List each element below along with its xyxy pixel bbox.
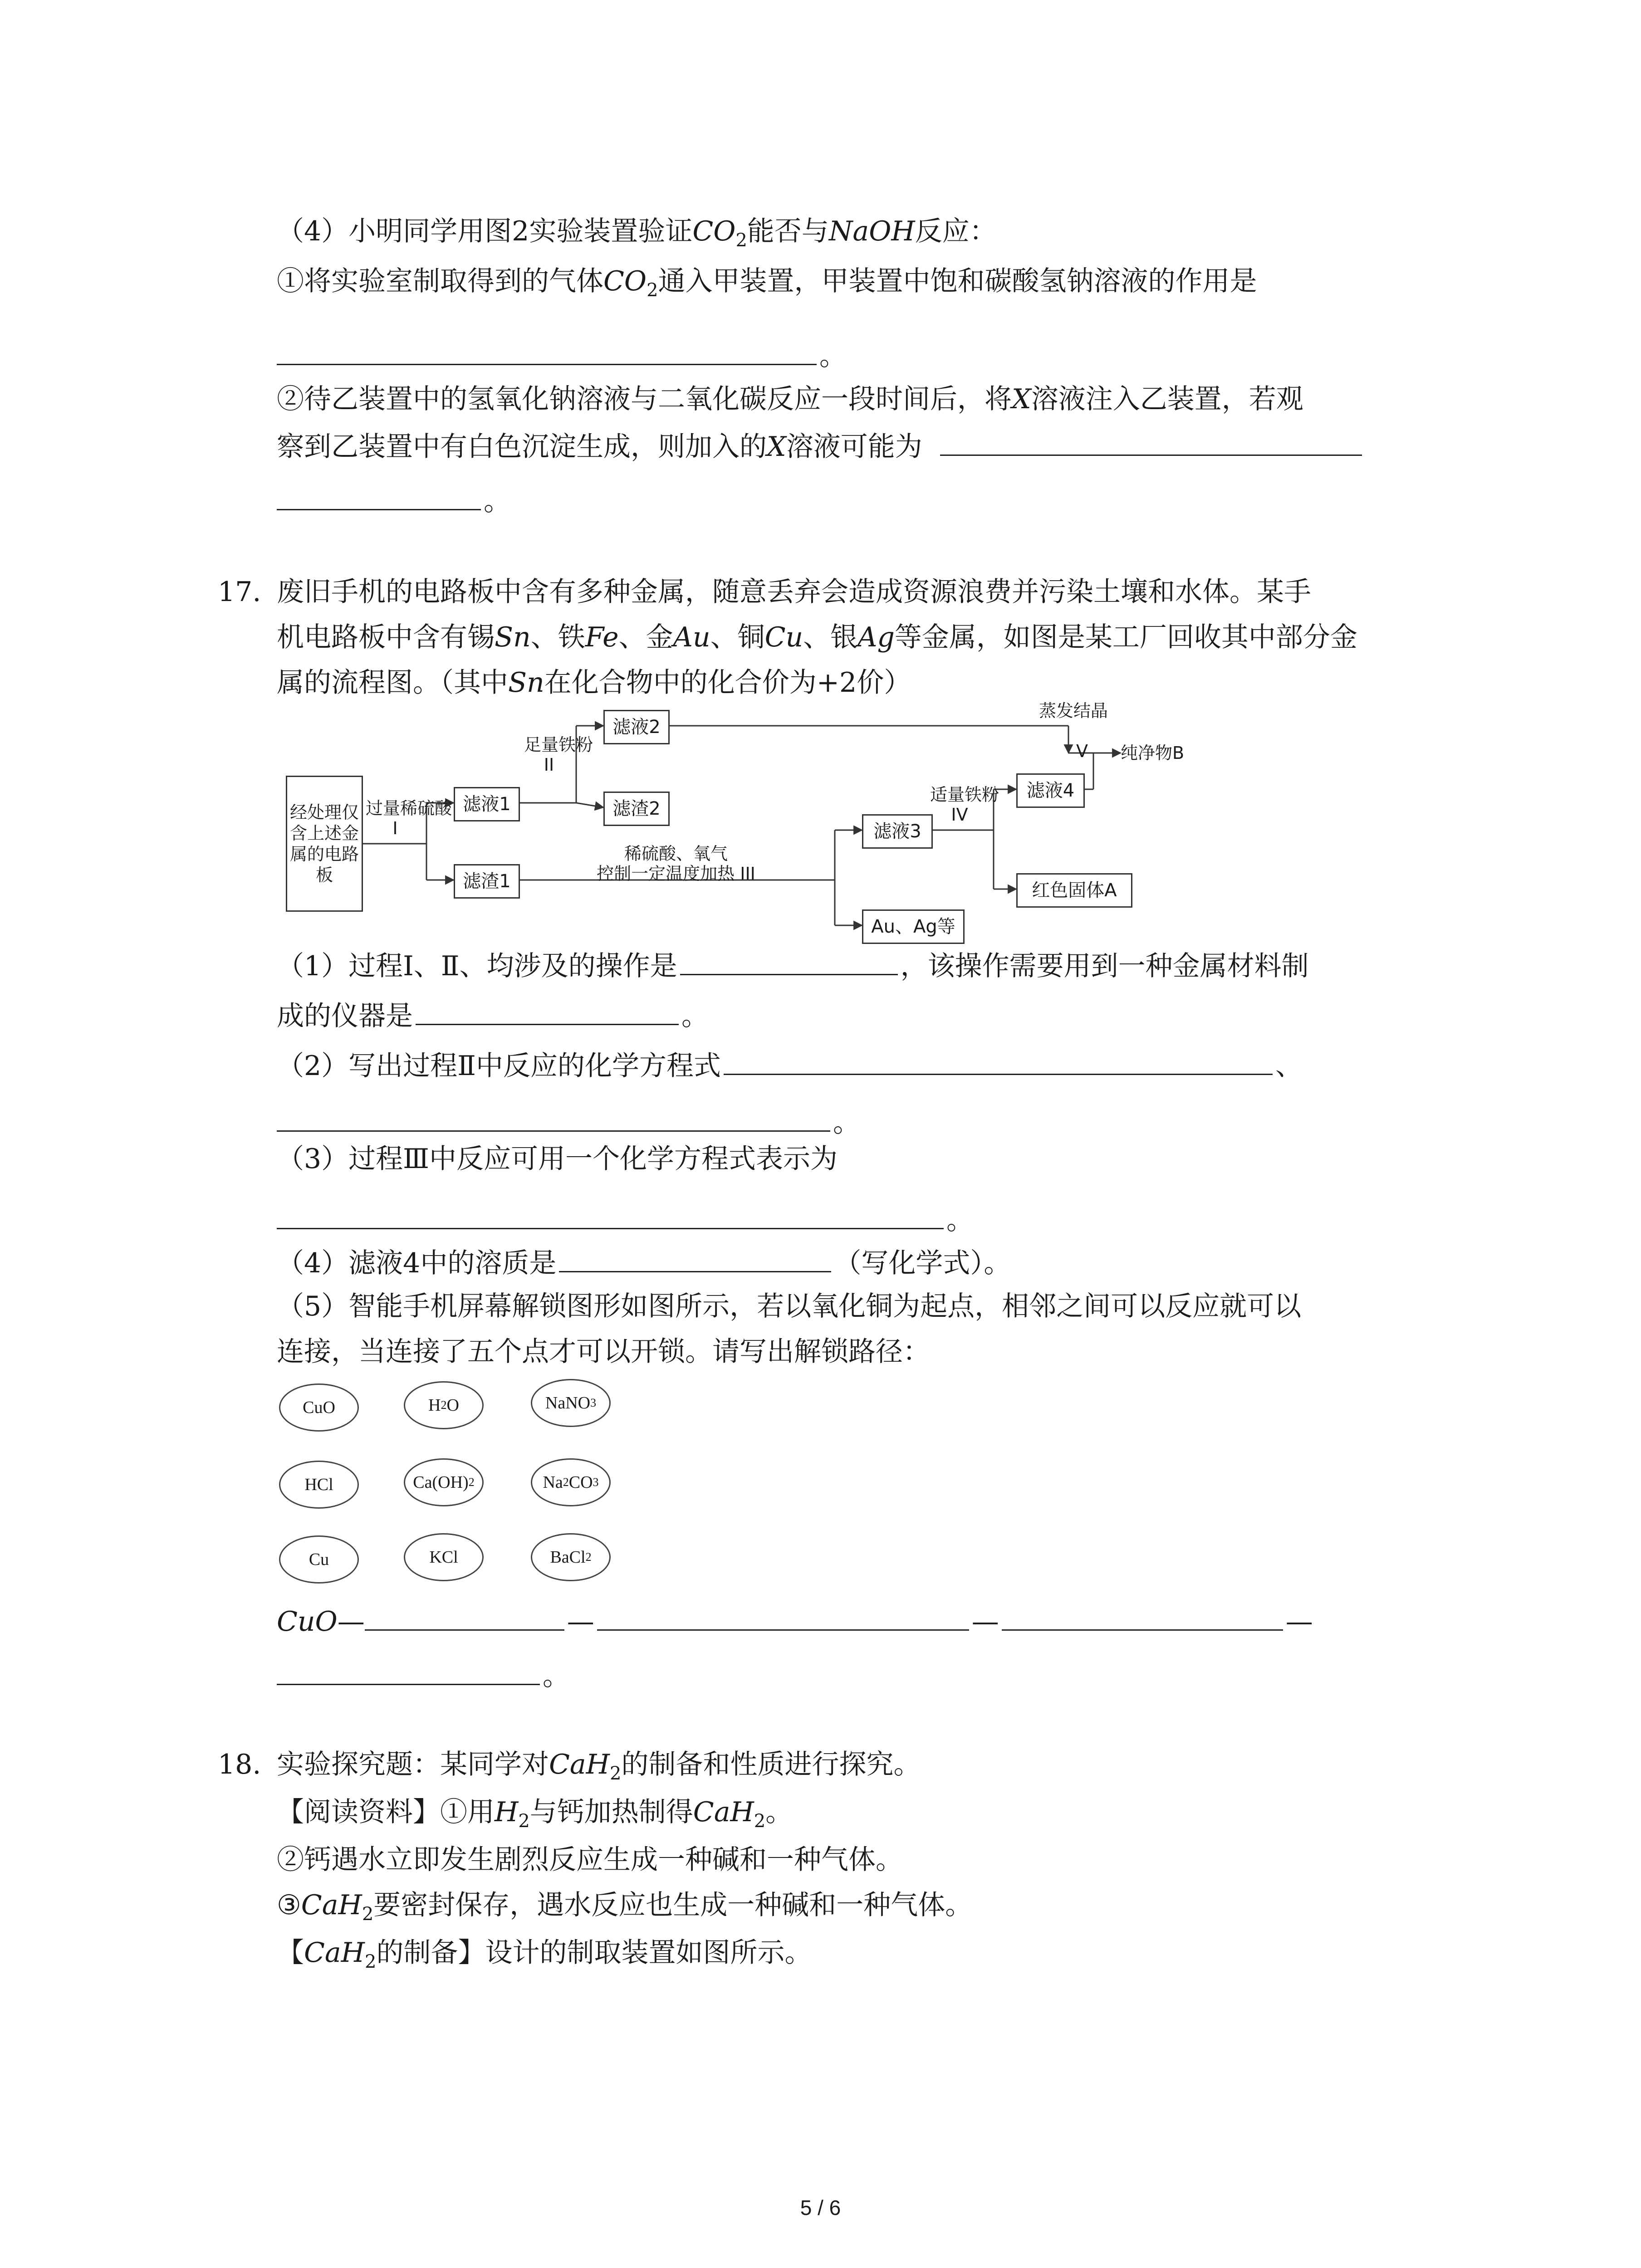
answer-blank[interactable] — [724, 1046, 1273, 1075]
unlock-path: CuO— — — — — [277, 1601, 1313, 1640]
q16-step2: ②待乙装置中的氢氧化钠溶液与二氧化碳反应一段时间后，将X溶液注入乙装置，若观 — [277, 383, 1303, 415]
answer-blank[interactable] — [365, 1601, 564, 1631]
unlock-node-na2co3: Na 2 CO 3 — [531, 1458, 611, 1506]
q17-part2: （2）写出过程Ⅱ中反应的化学方程式 、 — [277, 1046, 1303, 1084]
q17-part3: （3）过程Ⅲ中反应可用一个化学方程式表示为 — [277, 1143, 838, 1175]
answer-blank[interactable] — [277, 1102, 830, 1132]
answer-blank[interactable] — [277, 1656, 540, 1685]
q17-line3: 属的流程图。（其中Sn在化合物中的化合价为+2价） — [277, 667, 911, 699]
answer-blank[interactable] — [559, 1243, 831, 1272]
unlock-node-cu: Cu — [279, 1535, 359, 1584]
step1-label: 过量稀硫酸 I — [366, 798, 452, 838]
unlock-node-hcl: HCl — [279, 1461, 359, 1509]
q16-step2-cont: 察到乙装置中有白色沉淀生成，则加入的X溶液可能为 — [277, 426, 1365, 465]
q18-reading-1: 【阅读资料】①用$H_2$与钙加热制得CaH$_2$。 — [277, 1796, 793, 1832]
q17-part4: （4）滤液4中的溶质是 （写化学式）。 — [277, 1243, 1011, 1281]
answer-blank[interactable] — [416, 996, 679, 1025]
answer-blank[interactable] — [277, 1200, 944, 1229]
q18-reading-3: ③CaH$_2$要密封保存，遇水反应也生成一种碱和一种气体。 — [277, 1889, 973, 1925]
filtrate3-box: 滤液3 — [862, 814, 933, 849]
answer-blank[interactable] — [277, 336, 817, 365]
residue2-box: 滤渣2 — [603, 792, 670, 826]
q16-part4-intro: （4）小明同学用图2实验装置验证$CO_2$能否与NaOH反应： — [277, 215, 997, 251]
residue1-box: 滤渣1 — [454, 864, 520, 899]
q18-line1: 实验探究题：某同学对CaH$_2$的制备和性质进行探究。 — [277, 1749, 921, 1784]
q17-number: 17. — [218, 576, 261, 608]
q16-step1: ①将实验室制取得到的气体$CO_2$通入甲装置，甲装置中饱和碳酸氢钠溶液的作用是 — [277, 265, 1257, 301]
q17-part3-answer: 。 — [277, 1200, 974, 1238]
answer-blank[interactable] — [1002, 1601, 1283, 1631]
red-solid-a-box: 红色固体A — [1016, 873, 1132, 908]
q18-reading-2: ②钙遇水立即发生剧烈反应生成一种碱和一种气体。 — [277, 1844, 903, 1876]
au-ag-box: Au、Ag等 — [862, 909, 965, 944]
q16-step2-answer: 。 — [277, 481, 511, 519]
answer-blank[interactable] — [680, 946, 898, 975]
answer-blank[interactable] — [597, 1601, 969, 1631]
unlock-node-h2o: H 2 O — [404, 1381, 484, 1429]
step5-roman: V — [1076, 741, 1088, 761]
answer-blank[interactable] — [940, 426, 1362, 456]
q16-step1-answer: 。 — [277, 336, 847, 374]
q17-part2-cont: 。 — [277, 1102, 860, 1141]
q18-number: 18. — [218, 1749, 261, 1780]
q17-part5: （5）智能手机屏幕解锁图形如图所示，若以氧化铜为起点，相邻之间可以反应就可以 — [277, 1290, 1302, 1322]
unlock-node-cuo: CuO — [279, 1383, 359, 1432]
q18-preparation: 【CaH$_2$的制备】设计的制取装置如图所示。 — [277, 1937, 812, 1972]
step5-label: 蒸发结晶 — [1039, 701, 1108, 721]
step2-label: 足量铁粉 II — [524, 735, 593, 775]
unlock-node-nano3: NaNO 3 — [531, 1379, 611, 1427]
q17-part1-cont: 成的仪器是 。 — [277, 996, 709, 1034]
recycling-flowchart — [277, 701, 1456, 948]
q17-part5-cont: 连接，当连接了五个点才可以开锁。请写出解锁路径： — [277, 1336, 930, 1368]
step3-label: 稀硫酸、氧气 控制一定温度加热 III — [597, 844, 755, 884]
q17-line2: 机电路板中含有锡Sn、铁Fe、金Au、铜Cu、银Ag等金属，如图是某工厂回收其中部分金 — [277, 621, 1357, 653]
filtrate4-box: 滤液4 — [1016, 773, 1085, 808]
filtrate2-box: 滤液2 — [603, 710, 670, 744]
unlock-node-bacl2: BaCl 2 — [531, 1533, 611, 1581]
circuit-board-box: 经处理仅含上述金属的电路板 — [286, 776, 363, 912]
q17-line1: 废旧手机的电路板中含有多种金属，随意丢弃会造成资源浪费并污染土壤和水体。某手 — [277, 576, 1311, 608]
q17-part1: （1）过程Ⅰ、Ⅱ、均涉及的操作是 ，该操作需要用到一种金属材料制 — [277, 946, 1309, 984]
answer-blank[interactable] — [277, 481, 481, 510]
pure-b-label: 纯净物B — [1121, 743, 1185, 763]
unlock-node-caoh2: Ca(OH) 2 — [404, 1458, 484, 1506]
unlock-node-kcl: KCl — [404, 1533, 484, 1581]
filtrate1-box: 滤液1 — [454, 787, 520, 821]
step4-label: 适量铁粉 IV — [930, 785, 999, 825]
page-number: 5 / 6 — [800, 2196, 841, 2219]
unlock-path-cont: 。 — [277, 1656, 570, 1694]
